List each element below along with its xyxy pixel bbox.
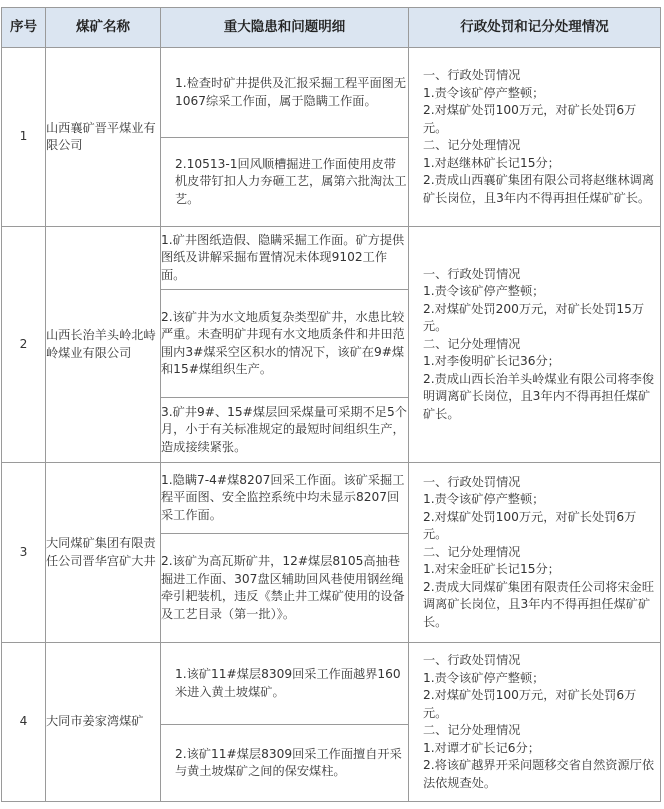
penalty-cell — [409, 643, 661, 802]
mine-name: 山西长治羊头岭北峙岭煤业有限公司 — [46, 227, 161, 463]
penalty-heading: 一、行政处罚情况 — [423, 266, 521, 281]
issue-text: 1.检查时矿井提供及汇报采掘工程平面图无1067综采工作面，属于隐瞒工作面。 — [175, 76, 407, 108]
header-penalty: 行政处罚和记分处理情况 — [409, 8, 661, 48]
issue-text: 2.10513-1回风顺槽掘进工作面使用皮带机皮带钉扣人力夯砸工艺，属第六批淘汰工艺。 — [175, 156, 407, 206]
table-row — [2, 227, 661, 290]
penalty-item: 2.对煤矿处罚100万元，对矿长处罚6万元。 — [423, 509, 637, 542]
table-row — [2, 643, 661, 725]
mine-name: 山西襄矿晋平煤业有限公司 — [46, 48, 161, 227]
issue-text: 1.隐瞒7-4#煤8207回采工作面。该矿采掘工程平面图、安全监控系统中均未显示8207回采工作面。 — [161, 472, 405, 522]
penalty-table — [1, 7, 661, 802]
penalty-item: 2.对煤矿处罚200万元，对矿长处罚15万元。 — [423, 301, 645, 334]
penalty-cell — [409, 48, 661, 227]
mine-name: 大同市姜家湾煤矿 — [46, 643, 161, 802]
penalty-item: 2.责成大同煤矿集团有限责任公司将宋金旺调离矿长岗位，且3年内不得再担任煤矿矿长。 — [423, 579, 655, 629]
penalty-item: 1.责令该矿停产整顿； — [423, 85, 545, 100]
penalty-item: 1.责令该矿停产整顿； — [423, 284, 545, 299]
mine-name: 大同煤矿集团有限责任公司晋华宫矿大井 — [46, 463, 161, 643]
row-number: 3 — [2, 463, 46, 643]
issue-cell — [161, 643, 409, 725]
penalty-item: 1.对李俊明矿长记36分； — [423, 354, 560, 369]
penalty-item: 1.对宋金旺矿长记15分； — [423, 562, 560, 577]
header-row — [2, 8, 661, 48]
issue-cell — [161, 463, 409, 534]
penalty-heading: 二、记分处理情况 — [423, 336, 521, 351]
penalty-item: 1.对谭才矿长记6分； — [423, 740, 540, 755]
penalty-item: 2.将该矿越界开采问题移交省自然资源厅依法依规查处。 — [423, 758, 655, 790]
issue-cell — [161, 290, 409, 398]
table-row — [2, 463, 661, 534]
header-mine: 煤矿名称 — [46, 8, 161, 48]
row-number: 2 — [2, 227, 46, 463]
issue-cell — [161, 48, 409, 138]
issue-cell — [161, 138, 409, 227]
penalty-heading: 二、记分处理情况 — [423, 138, 521, 152]
penalty-item: 1.对赵继林矿长记15分； — [423, 155, 560, 170]
issue-cell — [161, 398, 409, 463]
issue-text: 1.矿井图纸造假、隐瞒采掘工作面。矿方提供图纸及讲解采掘布置情况未体现9102工作面。 — [161, 232, 405, 282]
penalty-heading: 一、行政处罚情况 — [423, 653, 521, 667]
table-row — [2, 48, 661, 138]
penalty-item: 2.对煤矿处罚100万元，对矿长处罚6万元。 — [423, 688, 637, 720]
penalty-heading: 一、行政处罚情况 — [423, 474, 521, 489]
penalty-item: 2.责成山西襄矿集团有限公司将赵继林调离矿长岗位，且3年内不得再担任煤矿矿长。 — [423, 173, 655, 205]
row-number: 1 — [2, 48, 46, 227]
penalty-item: 2.对煤矿处罚100万元，对矿长处罚6万元。 — [423, 103, 637, 135]
issue-text: 1.该矿11#煤层8309回采工作面越界160米进入黄土坡煤矿。 — [175, 667, 401, 699]
issue-text: 3.矿井9#、15#煤层回采煤量可采期不足5个月，小于有关标准规定的最短时间组织生产，造成接续紧张。 — [161, 404, 407, 454]
issue-cell — [161, 534, 409, 643]
issue-text: 2.该矿井为水文地质复杂类型矿井，水患比较严重。未查明矿井现有水文地质条件和井田范围内3#煤采空区积水的情况下，该矿在9#煤和15#煤组织生产。 — [161, 309, 405, 376]
header-no: 序号 — [2, 8, 46, 48]
penalty-heading: 二、记分处理情况 — [423, 544, 521, 559]
penalty-cell — [409, 227, 661, 463]
issue-text: 2.该矿为高瓦斯矿井，12#煤层8105高抽巷掘进工作面、307盘区辅助回风巷使用钢丝绳牵引耙装机，违反《禁止井工煤矿使用的设备及工艺目录（第一批）》。 — [161, 554, 405, 621]
penalty-heading: 一、行政处罚情况 — [423, 68, 521, 82]
issue-cell — [161, 725, 409, 802]
penalty-item: 1.责令该矿停产整顿； — [423, 670, 545, 685]
penalty-heading: 二、记分处理情况 — [423, 723, 521, 737]
penalty-item: 1.责令该矿停产整顿； — [423, 492, 545, 507]
row-number: 4 — [2, 643, 46, 802]
issue-cell — [161, 227, 409, 290]
issue-text: 2.该矿11#煤层8309回采工作面擅自开采与黄土坡煤矿之间的保安煤柱。 — [175, 746, 402, 778]
penalty-cell — [409, 463, 661, 643]
penalty-item: 2.责成山西长治羊头岭煤业有限公司将李俊明调离矿长岗位，且3年内不得再担任煤矿矿长。 — [423, 371, 655, 421]
header-issues: 重大隐患和问题明细 — [161, 8, 409, 48]
